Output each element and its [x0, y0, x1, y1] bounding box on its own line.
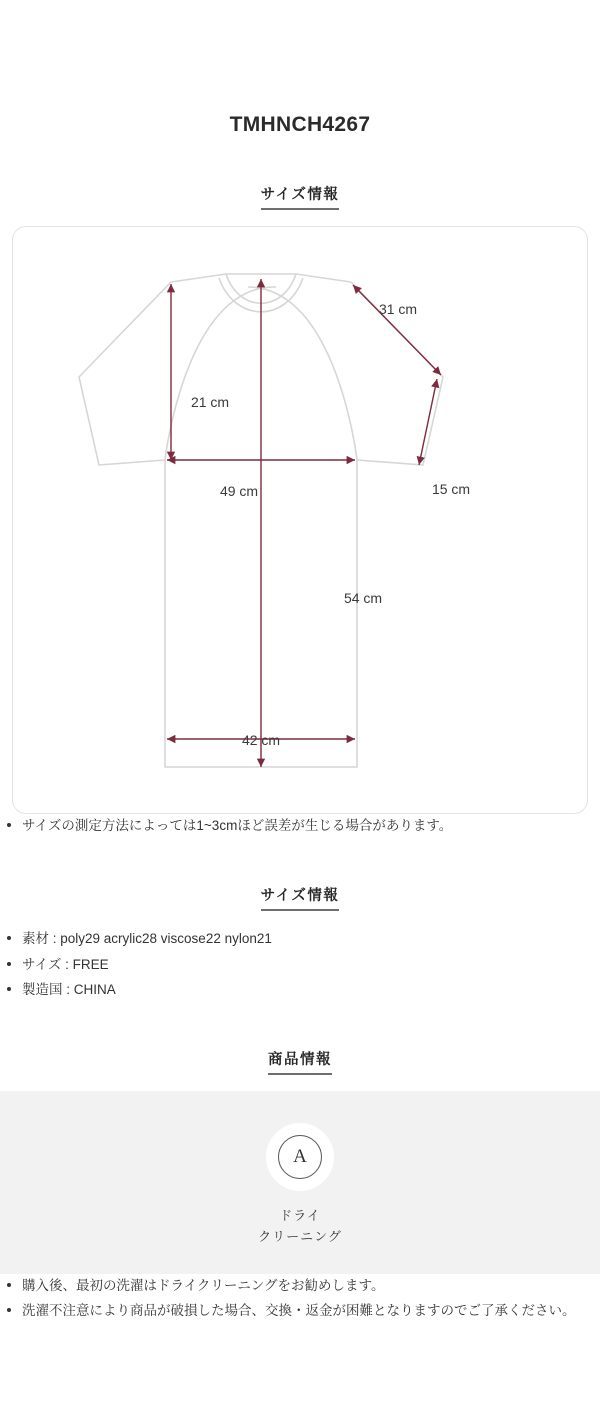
measurement-notes-list: [0, 814, 600, 838]
label-sleeve-opening: 15 cm: [431, 481, 471, 498]
size-info-heading-label: サイズ情報: [261, 183, 340, 210]
size-info-heading: [0, 183, 600, 210]
list-item: 製造国 : CHINA: [0, 978, 600, 1002]
measurement-lines: [167, 279, 441, 767]
list-item: サイズ : FREE: [0, 953, 600, 977]
label-armhole-depth: 21 cm: [190, 394, 230, 411]
care-notes-list: [0, 1274, 600, 1323]
care-label-line2: クリーニング: [258, 1229, 342, 1245]
care-instruction-panel: [0, 1091, 600, 1274]
spec-list: [0, 927, 600, 1002]
label-hem-width: 42 cm: [241, 732, 281, 749]
sleeve-opening-line: [419, 379, 437, 465]
label-backgrounds: [185, 392, 237, 412]
care-label: [0, 1205, 600, 1248]
spec-heading-label: サイズ情報: [261, 884, 340, 911]
label-sleeve-length: 31 cm: [378, 301, 418, 318]
care-label-line1: ドライ: [279, 1207, 321, 1223]
label-chest-width: 49 cm: [219, 483, 259, 500]
list-item: 購入後、最初の洗濯はドライクリーニングをお勧めします。: [0, 1274, 600, 1298]
size-diagram-card: [12, 226, 588, 814]
product-detail-page: [0, 14, 600, 1323]
list-item: 洗濯不注意により商品が破損した場合、交換・返金が困難となりますのでご了承ください。: [0, 1299, 600, 1323]
care-heading: [0, 1048, 600, 1075]
care-heading-label: 商品情報: [268, 1048, 332, 1075]
page-title: TMHNCH4267: [229, 113, 371, 137]
list-item: サイズの測定方法によっては1~3cmほど誤差が生じる場合があります。: [0, 814, 600, 838]
sleeve-length-line: [353, 285, 441, 375]
dry-clean-icon: [266, 1123, 334, 1191]
dry-clean-symbol: A: [278, 1135, 322, 1179]
label-total-length: 54 cm: [343, 590, 383, 607]
tshirt-measurement-diagram: [13, 227, 588, 814]
measurement-labels: [191, 301, 470, 748]
spec-heading: [0, 884, 600, 911]
list-item: 素材 : poly29 acrylic28 viscose22 nylon21: [0, 927, 600, 951]
